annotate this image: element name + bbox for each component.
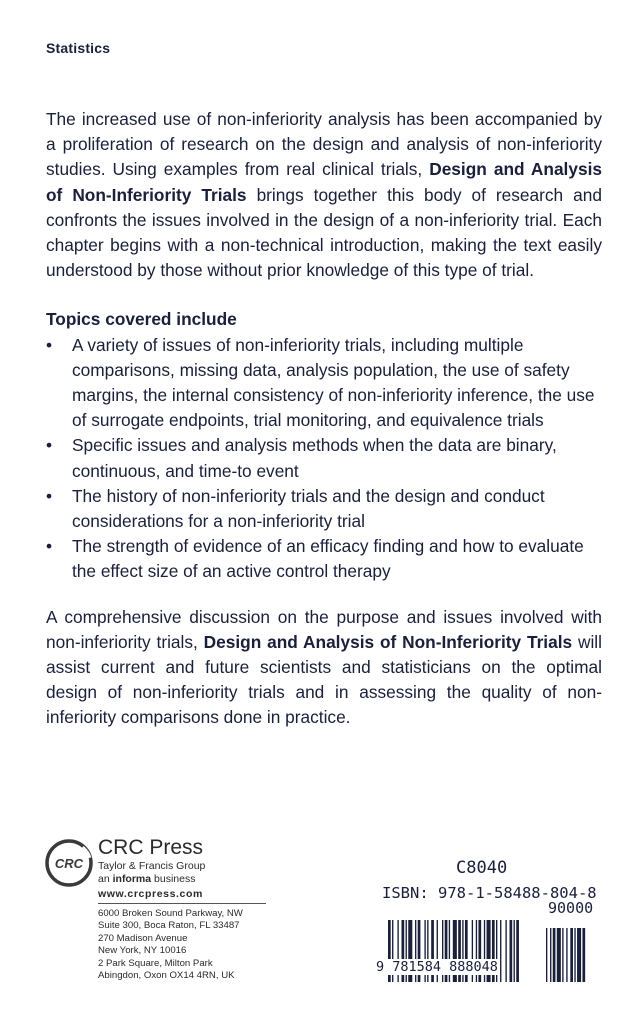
category-label: Statistics [46, 40, 111, 56]
bullet-icon: • [46, 334, 53, 355]
publisher-name: CRC Press [98, 836, 204, 859]
isbn-label: ISBN: 978-1-58488-804-8 [382, 884, 597, 902]
divider [98, 903, 266, 904]
intro-text-2: brings together this body of research and confronts the issues involved in the design of a non-inferiority trial. Each chapter begins with a non-technical introduction, making the text easily understood by those without prior knowledge of this type of trial. [46, 184, 602, 281]
topics-heading: Topics covered include [46, 309, 237, 330]
intro-book-title: Design and Analysis of Non-Inferiority Trials [46, 159, 602, 205]
crc-logo-icon [44, 838, 94, 888]
address: 270 Madison Avenue New York, NY 10016 [98, 933, 188, 956]
publisher-url[interactable]: www.crcpress.com [98, 888, 203, 900]
address: 2 Park Square, Milton Park Abingdon, Oxon OX14 4RN, UK [98, 958, 235, 981]
publisher-addresses [98, 908, 243, 983]
topics-list [46, 333, 602, 585]
description [46, 107, 602, 731]
closing-book-title: Design and Analysis of Non-Inferiority Trials [203, 631, 573, 652]
bullet-icon: • [46, 536, 53, 557]
svg-text:CRC: CRC [54, 856, 84, 871]
publisher-group-name: Taylor & Francis Group [98, 860, 206, 872]
intro-paragraph [46, 107, 602, 283]
list-item [46, 484, 602, 534]
bullet-icon: • [46, 485, 53, 506]
closing-text-1: A comprehensive discussion on the purpose and issues involved with non-inferiority trials, [46, 606, 602, 652]
barcode-digits: 9 781584 888048 [376, 959, 498, 975]
closing-paragraph [46, 605, 602, 731]
publisher-tagline: an informa business [98, 873, 196, 885]
address: 6000 Broken Sound Parkway, NW Suite 300, Boca Raton, FL 33487 [98, 908, 243, 931]
topic-text: A variety of issues of non-inferiority trials, including multiple comparisons, missing data, analysis population, the use of safety margins, the internal consistency of non-inferiority inference, the use of surrogate endpoints, trial monitoring, and equivalence trials [72, 334, 595, 431]
publisher-block [44, 838, 284, 988]
topic-text: Specific issues and analysis methods when the data are binary, continuous, and time-to event [72, 435, 557, 481]
product-code: C8040 [456, 858, 508, 878]
intro-text-1: The increased use of non-inferiority analysis has been accompanied by a proliferation of research on the design and analysis of non-inferiority studies. Using examples from real clinical trials, [46, 109, 602, 180]
topic-text: The history of non-inferiority trials and the design and conduct considerations for a non-inferiority trial [72, 485, 545, 532]
bullet-icon: • [46, 435, 53, 456]
price-code: 90000 [548, 899, 594, 917]
barcode-block [376, 858, 600, 988]
publisher-group [98, 860, 205, 886]
list-item [46, 333, 602, 434]
list-item [46, 433, 602, 483]
list-item [46, 534, 602, 584]
closing-text-2: will assist current and future scientists and statisticians on the optimal design of non-inferiority trials and in assessing the quality of non-inferiority comparisons done in practice. [46, 631, 602, 728]
topic-text: The strength of evidence of an efficacy finding and how to evaluate the effect size of an active control therapy [72, 536, 584, 582]
